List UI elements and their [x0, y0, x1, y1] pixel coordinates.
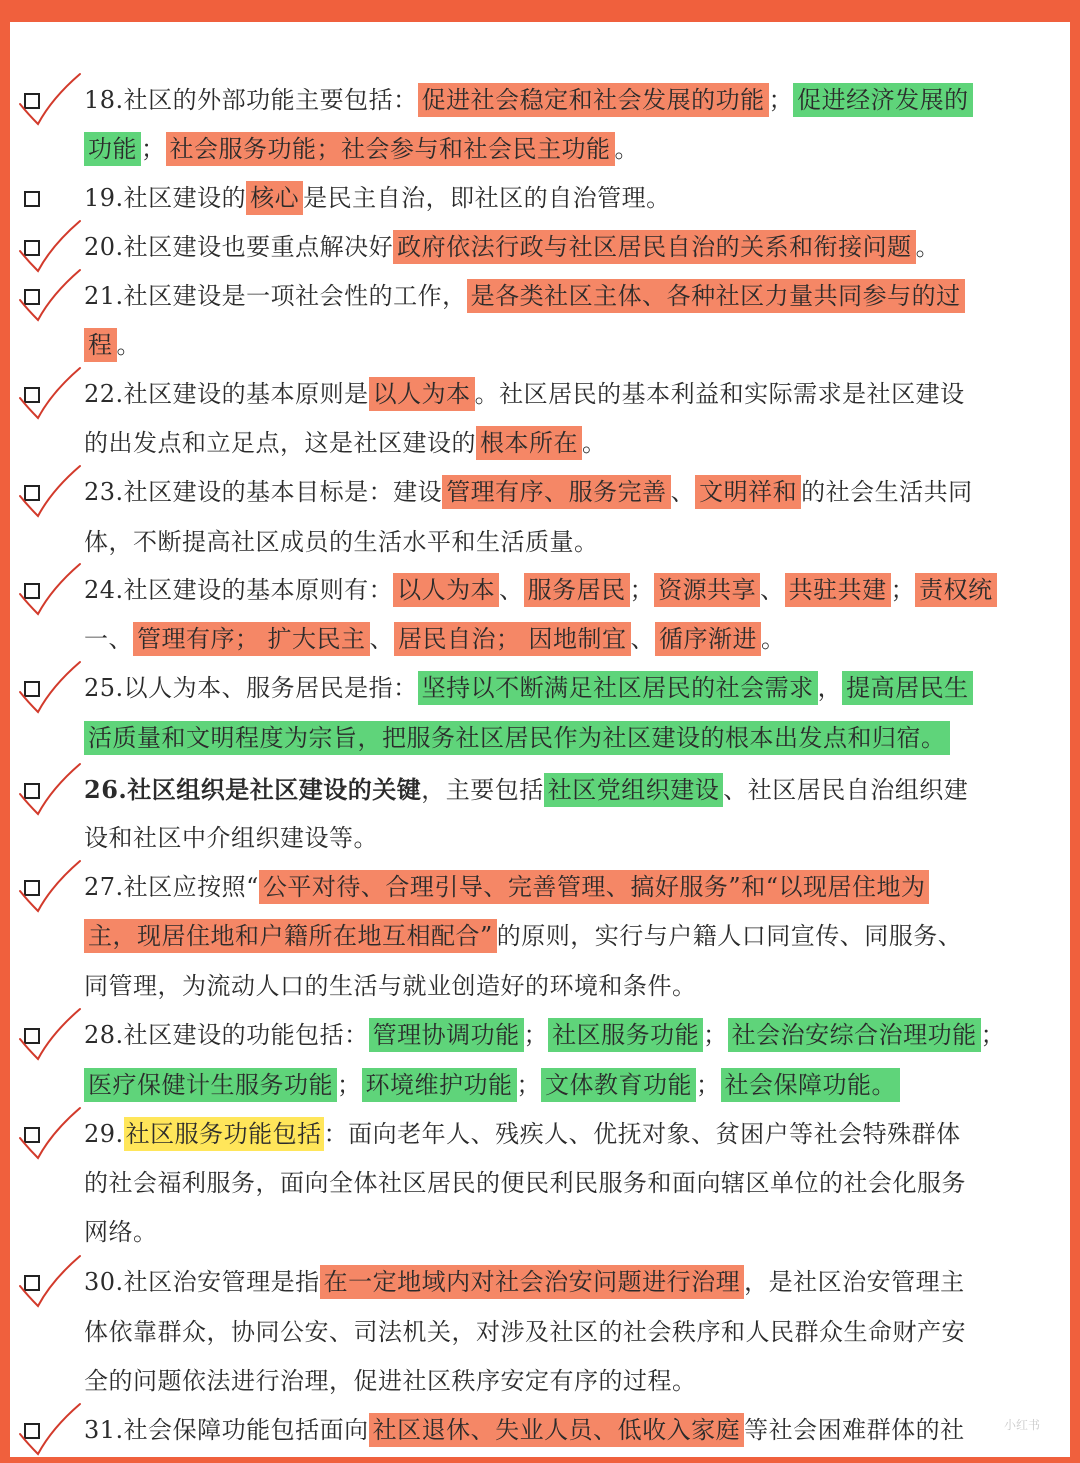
text: ； [768, 86, 794, 114]
highlight-red: 社会服务功能；社会参与和社会民主功能 [166, 132, 615, 166]
highlight-red: 以人为本 [369, 377, 475, 411]
check-mark-icon [16, 1104, 86, 1164]
item-22-continuation [84, 423, 1044, 463]
highlight-green: 文体教育功能 [541, 1068, 696, 1102]
item-22-first-line [84, 374, 1044, 414]
highlight-red: 根本所在 [476, 426, 582, 460]
text: 的社会生活共同 [801, 478, 973, 506]
text: ； [696, 1071, 721, 1099]
text: ； [141, 135, 166, 163]
check-mark-icon [16, 1005, 86, 1065]
text: ； [523, 1021, 549, 1049]
highlight-red: 促进社会稳定和社会发展的功能 [418, 83, 769, 117]
check-mark-icon [16, 1252, 86, 1312]
item-25-first-line [84, 668, 1044, 708]
highlight-red: 社区退休、失业人员、低收入家庭 [369, 1413, 745, 1447]
text: 23.社区建设的基本目标是：建设 [84, 478, 443, 506]
highlight-red: 居民自治； [394, 622, 525, 656]
highlight-green: 管理协调功能 [369, 1018, 524, 1052]
item-31-first-line [84, 1410, 1044, 1450]
text: ，是社区治安管理主 [744, 1268, 965, 1296]
text: ，主要包括 [421, 776, 544, 804]
highlight-red: 公平对待、合理引导、完善管理、搞好服务”和“以现居住地为 [259, 870, 930, 904]
highlight-red: 管理有序； [133, 622, 264, 656]
text: 24.社区建设的基本原则有： [84, 576, 394, 604]
item-29-continuation [84, 1163, 1044, 1203]
highlight-green: 医疗保健计生服务功能 [84, 1068, 337, 1102]
text: 设和社区中介组织建设等。 [84, 824, 378, 852]
highlight-yellow: 社区服务功能包括 [124, 1117, 324, 1151]
text: ； [629, 576, 655, 604]
check-mark-icon [16, 857, 86, 917]
text: 。 [761, 625, 786, 653]
item-29-first-line [84, 1114, 1044, 1154]
highlight-green: 提高居民生 [842, 671, 973, 705]
item-21-first-line [84, 276, 1044, 316]
item-28-first-line [84, 1015, 1044, 1055]
text: 。 [915, 233, 941, 261]
text: 19.社区建设的 [84, 184, 247, 212]
text: 22.社区建设的基本原则是 [84, 380, 369, 408]
highlight-red: 政府依法行政与社区居民自治的关系和衔接问题 [393, 230, 916, 264]
item-26-first-line [84, 770, 1044, 810]
highlight-green: 社区服务功能 [548, 1018, 703, 1052]
text: 全的问题依法进行治理，促进社区秩序安定有序的过程。 [84, 1367, 697, 1395]
highlight-red: 文明祥和 [695, 475, 801, 509]
text: ； [516, 1071, 541, 1099]
highlight-green: 社会治安综合治理功能 [728, 1018, 981, 1052]
item-29-continuation [84, 1212, 1044, 1252]
highlight-red: 是各类社区主体、各种社区力量共同参与的过 [467, 279, 965, 313]
text: 21.社区建设是一项社会性的工作， [84, 282, 467, 310]
text: 、 [369, 625, 394, 653]
highlight-red: 服务居民 [524, 573, 630, 607]
item-18-first-line [84, 80, 1044, 120]
highlight-red: 责权统 [915, 573, 997, 607]
check-mark-icon [16, 560, 86, 620]
highlight-red: 核心 [246, 181, 303, 215]
text: 28.社区建设的功能包括： [84, 1021, 369, 1049]
text: ：面向老年人、残疾人、优抚对象、贫困户等社会特殊群体 [323, 1120, 961, 1148]
item-20-first-line [84, 227, 1044, 267]
highlight-red: 扩大民主 [264, 622, 370, 656]
text: ； [337, 1071, 362, 1099]
text: 、 [499, 576, 524, 604]
check-mark-icon [16, 462, 86, 522]
text: 、社区居民自治组织建 [723, 776, 969, 804]
highlight-red: 因地制宜 [525, 622, 631, 656]
text: 。 [614, 135, 639, 163]
text: 体依靠群众，协同公安、司法机关，对涉及社区的社会秩序和人民群众生命财产安 [84, 1318, 966, 1346]
item-30-continuation [84, 1312, 1044, 1352]
text: 是民主自治，即社区的自治管理。 [303, 184, 671, 212]
item-26-continuation [84, 818, 1044, 858]
watermark: 小红书 [1003, 1418, 1040, 1432]
text: 的出发点和立足点，这是社区建设的 [84, 429, 476, 457]
item-27-continuation [84, 916, 1044, 956]
highlight-green: 社会保障功能。 [721, 1068, 901, 1102]
text: 等社会困难群体的社 [744, 1416, 965, 1444]
item-30-first-line [84, 1262, 1044, 1302]
text: 。社区居民的基本利益和实际需求是社区建设 [474, 380, 965, 408]
text: 。 [116, 331, 141, 359]
text: 、 [630, 625, 655, 653]
text: 20.社区建设也要重点解决好 [84, 233, 394, 261]
text: 31.社会保障功能包括面向 [84, 1416, 369, 1444]
highlight-red: 循序渐进 [655, 622, 761, 656]
highlight-red: 在一定地域内对社会治安问题进行治理 [320, 1265, 745, 1299]
highlight-red: 共驻共建 [785, 573, 891, 607]
item-25-continuation [84, 718, 1044, 758]
highlight-green: 社区党组织建设 [544, 773, 724, 807]
text: 25.以人为本、服务居民是指： [84, 674, 418, 702]
check-mark-icon [16, 760, 86, 820]
highlight-red: 主，现居住地和户籍所在地互相配合” [84, 919, 497, 953]
item-23-first-line [84, 472, 1044, 512]
check-mark-icon [16, 364, 86, 424]
item-30-continuation [84, 1361, 1044, 1401]
text: ； [980, 1021, 1006, 1049]
text: ； [703, 1021, 728, 1049]
text: 18.社区的外部功能主要包括： [84, 86, 418, 114]
item-24-first-line [84, 570, 1044, 610]
check-mark-icon [16, 266, 86, 326]
text: 体，不断提高社区成员的生活水平和生活质量。 [84, 528, 599, 556]
highlight-green: 功能 [84, 132, 141, 166]
text: 27.社区应按照“ [84, 873, 259, 901]
text: 。 [582, 429, 607, 457]
text: ； [890, 576, 916, 604]
item-18-continuation [84, 129, 1044, 169]
highlight-red: 管理有序、服务完善 [442, 475, 671, 509]
text: 30.社区治安管理是指 [84, 1268, 320, 1296]
highlight-red: 程 [84, 328, 117, 362]
check-mark-icon [16, 1400, 86, 1460]
item-19-checkbox[interactable] [24, 191, 40, 207]
highlight-green: 坚持以不断满足社区居民的社会需求 [418, 671, 818, 705]
text: 的社会福利服务，面向全体社区居民的便民利民服务和面向辖区单位的社会化服务 [84, 1169, 966, 1197]
text: 、 [670, 478, 696, 506]
item-21-continuation [84, 325, 1044, 365]
item-23-continuation [84, 522, 1044, 562]
bold-text: 26.社区组织是社区建设的关键 [84, 775, 422, 804]
highlight-green: 环境维护功能 [362, 1068, 517, 1102]
text: 一、 [84, 625, 133, 653]
highlight-green: 活质量和文明程度为宗旨，把服务社区居民作为社区建设的根本出发点和归宿。 [84, 721, 950, 755]
check-mark-icon [16, 70, 86, 130]
item-28-continuation [84, 1065, 1044, 1105]
highlight-green: 促进经济发展的 [793, 83, 973, 117]
text: ， [817, 674, 843, 702]
text: 29. [84, 1120, 124, 1148]
item-19-first-line [84, 178, 1044, 218]
item-27-first-line [84, 867, 1044, 907]
text: 的原则，实行与户籍人口同宣传、同服务、 [496, 922, 963, 950]
text: 、 [760, 576, 785, 604]
text: 同管理，为流动人口的生活与就业创造好的环境和条件。 [84, 972, 697, 1000]
text: 网络。 [84, 1218, 158, 1246]
item-27-continuation [84, 966, 1044, 1006]
item-24-continuation [84, 619, 1044, 659]
highlight-red: 资源共享 [654, 573, 760, 607]
check-mark-icon [16, 658, 86, 718]
highlight-red: 以人为本 [393, 573, 499, 607]
